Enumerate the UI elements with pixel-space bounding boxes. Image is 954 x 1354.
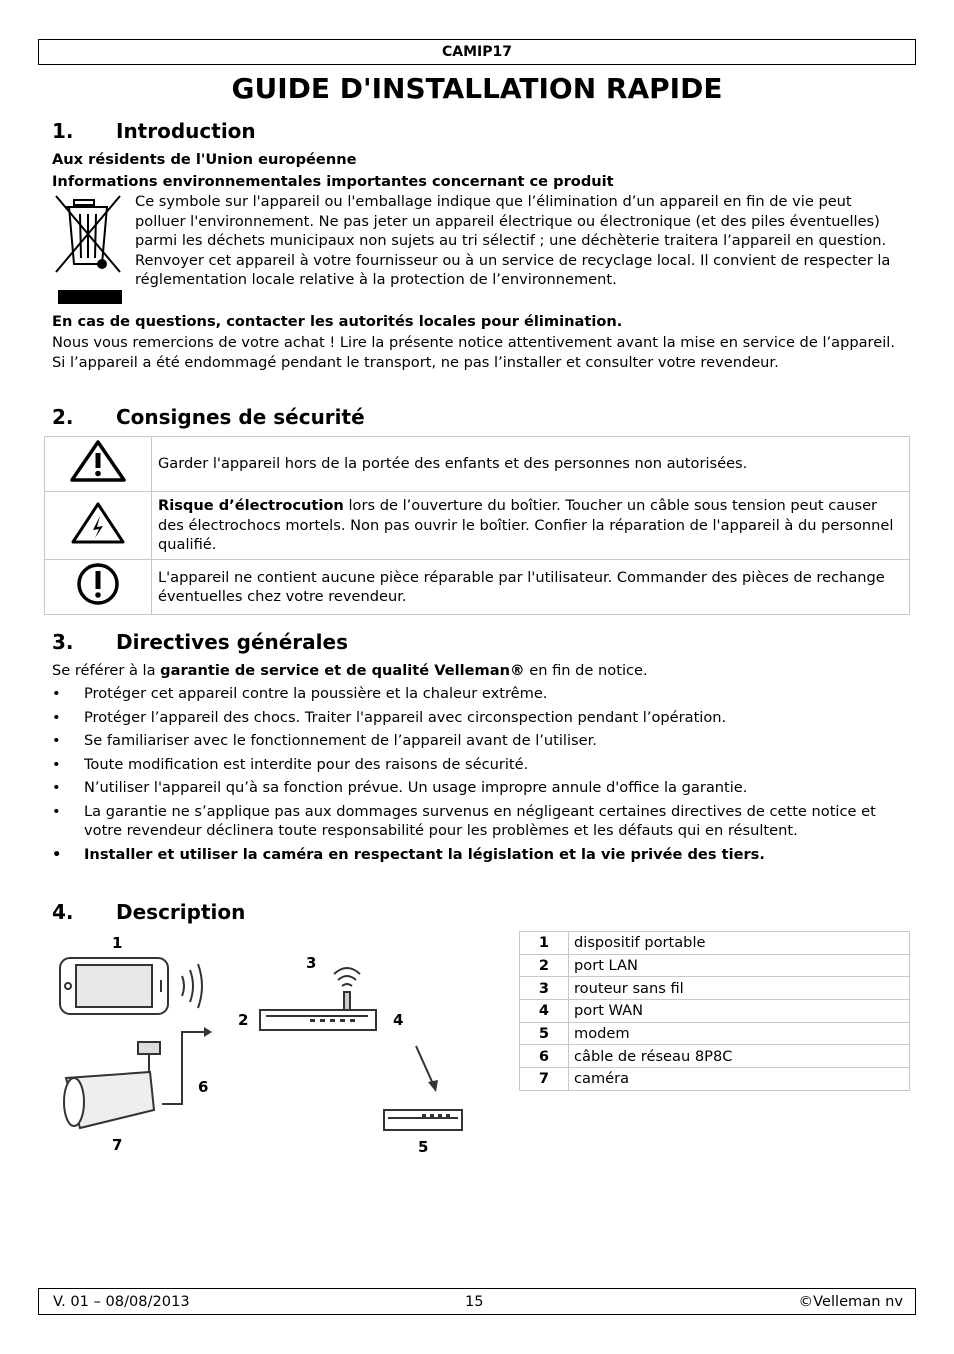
- safety-text-bold: Risque d’électrocution: [158, 497, 344, 515]
- section-number: 1.: [52, 119, 74, 143]
- part-number: 2: [520, 954, 569, 977]
- list-item-text: N’utiliser l'appareil qu’à sa fonction prévue. Un usage impropre annule d'office la garantie.: [84, 779, 748, 796]
- warranty-reference: [52, 661, 902, 681]
- disposal-questions: En cas de questions, contacter les autorités locales pour élimination.: [52, 313, 623, 330]
- camera-icon: [64, 1042, 160, 1128]
- page-title: GUIDE D'INSTALLATION RAPIDE: [231, 72, 723, 105]
- part-label: routeur sans fil: [569, 977, 910, 1000]
- model-name: CAMIP17: [442, 44, 512, 60]
- bullet-icon: •: [52, 708, 61, 726]
- part-number: 5: [520, 1022, 569, 1045]
- list-item: [52, 802, 912, 841]
- part-label: port LAN: [569, 954, 910, 977]
- diagram-label-6: 6: [198, 1078, 209, 1096]
- part-number: 7: [520, 1068, 569, 1091]
- bullet-icon: •: [52, 732, 61, 749]
- table-row: [520, 1068, 910, 1091]
- diagram-label-4: 4: [393, 1011, 404, 1029]
- env-info-heading: Informations environnementales importantes concernant ce produit: [52, 173, 614, 190]
- section-number: 4.: [52, 900, 74, 924]
- section-title: Directives générales: [116, 630, 348, 654]
- list-item: [52, 778, 912, 798]
- list-item: [52, 708, 912, 728]
- smartphone-icon: [60, 958, 202, 1014]
- diagram-label-3: 3: [306, 954, 317, 972]
- part-number: 4: [520, 1000, 569, 1023]
- part-number: 3: [520, 977, 569, 1000]
- table-row: [520, 954, 910, 977]
- table-row: [520, 932, 910, 955]
- modem-icon: [384, 1110, 462, 1130]
- safety-text: L'appareil ne contient aucune pièce réparable par l'utilisateur. Commander des pièces de rechange éventuelles chez votre revendeur.: [152, 560, 910, 615]
- eu-residents-heading: Aux résidents de l'Union européenne: [52, 151, 357, 168]
- safety-table: [44, 436, 910, 615]
- section-heading-safety: [52, 404, 365, 430]
- list-item-text: Se familiariser avec le fonctionnement de l’appareil avant de l’utiliser.: [84, 732, 597, 749]
- parts-table: [519, 931, 910, 1091]
- section-number: 3.: [52, 630, 74, 654]
- weee-crossed-bin-icon: [52, 194, 124, 306]
- list-item-text: Protéger l’appareil des chocs. Traiter l'appareil avec circonspection pendant l’opération.: [84, 708, 727, 726]
- safety-text-rest: lors de l’ouverture du boîtier. Toucher un câble sous tension peut causer des électrochocs mortels. Non pas ouvrir le boîtier. Confier la réparation de l'appareil à du personnel qualifié.: [158, 497, 894, 554]
- part-label: caméra: [569, 1068, 910, 1091]
- bullet-icon: •: [52, 755, 61, 773]
- part-label: port WAN: [569, 1000, 910, 1023]
- safety-text: Garder l'appareil hors de la portée des enfants et des personnes non autorisées.: [152, 437, 910, 492]
- section-heading-description: [52, 899, 245, 925]
- part-label: modem: [569, 1022, 910, 1045]
- bullet-icon: •: [52, 779, 61, 796]
- diagram-label-5: 5: [418, 1138, 429, 1156]
- electric-shock-icon: [45, 492, 152, 560]
- version-date: V. 01 – 08/08/2013: [53, 1293, 190, 1310]
- list-item-text: La garantie ne s’applique pas aux dommages survenus en négligeant certaines directives de cette notice et votre revendeur déclinera toute responsabilité pour les problèmes et les défauts qui en résultent.: [84, 802, 876, 839]
- list-item: [52, 755, 912, 775]
- env-info-text: Ce symbole sur l'appareil ou l'emballage indique que l’élimination d’un appareil en fin de vie peut polluer l'environnement. Ne pas jeter un appareil électrique ou électronique (et des piles éventuelles) parmi les déchets municipaux non sujets au tri sélectif ; une déchèterie traitera l’appareil en question. Renvoyer cet appareil à votre fournisseur ou à un service de recyclage local. Il convient de respecter la réglementation locale relative à la protection de l’environnement.: [135, 193, 891, 288]
- list-item: [52, 684, 912, 704]
- general-guidelines-list: [52, 684, 912, 868]
- section-title: Introduction: [116, 119, 256, 143]
- diagram-label-1: 1: [112, 934, 123, 952]
- table-row: [520, 1000, 910, 1023]
- bullet-icon: •: [52, 845, 62, 863]
- part-number: 6: [520, 1045, 569, 1068]
- diagram-label-7: 7: [112, 1136, 123, 1154]
- part-label: câble de réseau 8P8C: [569, 1045, 910, 1068]
- network-diagram: [50, 932, 480, 1162]
- list-item-text: Installer et utiliser la caméra en respectant la législation et la vie privée des tiers.: [84, 845, 765, 863]
- page-number: 15: [465, 1293, 484, 1310]
- list-item: [52, 845, 912, 865]
- list-item: [52, 731, 912, 751]
- section-title: Description: [116, 900, 246, 924]
- part-label: dispositif portable: [569, 932, 910, 955]
- section-title: Consignes de sécurité: [116, 405, 365, 429]
- safety-row: [45, 492, 910, 560]
- bullet-icon: •: [52, 685, 61, 702]
- warranty-ref-suffix: en fin de notice.: [524, 662, 648, 679]
- section-heading-introduction: [52, 118, 256, 144]
- list-item-text: Protéger cet appareil contre la poussière et la chaleur extrême.: [84, 685, 548, 702]
- section-heading-general: [52, 629, 348, 655]
- thanks-paragraph: Nous vous remercions de votre achat ! Lire la présente notice attentivement avant la mise en service de l’appareil. Si l’appareil a été endommagé pendant le transport, ne pas l’installer et consulter votre revendeur.: [52, 334, 895, 371]
- document-footer: [38, 1288, 916, 1315]
- warranty-ref-bold: garantie de service et de qualité Velleman®: [160, 662, 525, 679]
- table-row: [520, 1022, 910, 1045]
- safety-text: [152, 492, 910, 560]
- table-row: [520, 1045, 910, 1068]
- safety-row: [45, 560, 910, 615]
- wifi-router-icon: [260, 968, 376, 1030]
- copyright: ©Velleman nv: [798, 1293, 903, 1310]
- exclamation-circle-icon: [45, 560, 152, 615]
- part-number: 1: [520, 932, 569, 955]
- warranty-ref-prefix: Se référer à la: [52, 662, 161, 679]
- section-number: 2.: [52, 405, 74, 429]
- list-item-text: Toute modification est interdite pour des raisons de sécurité.: [84, 755, 529, 773]
- table-row: [520, 977, 910, 1000]
- safety-row: [45, 437, 910, 492]
- diagram-label-2: 2: [238, 1011, 249, 1029]
- document-header: [38, 39, 916, 65]
- bullet-icon: •: [52, 802, 61, 820]
- warning-triangle-icon: [45, 437, 152, 492]
